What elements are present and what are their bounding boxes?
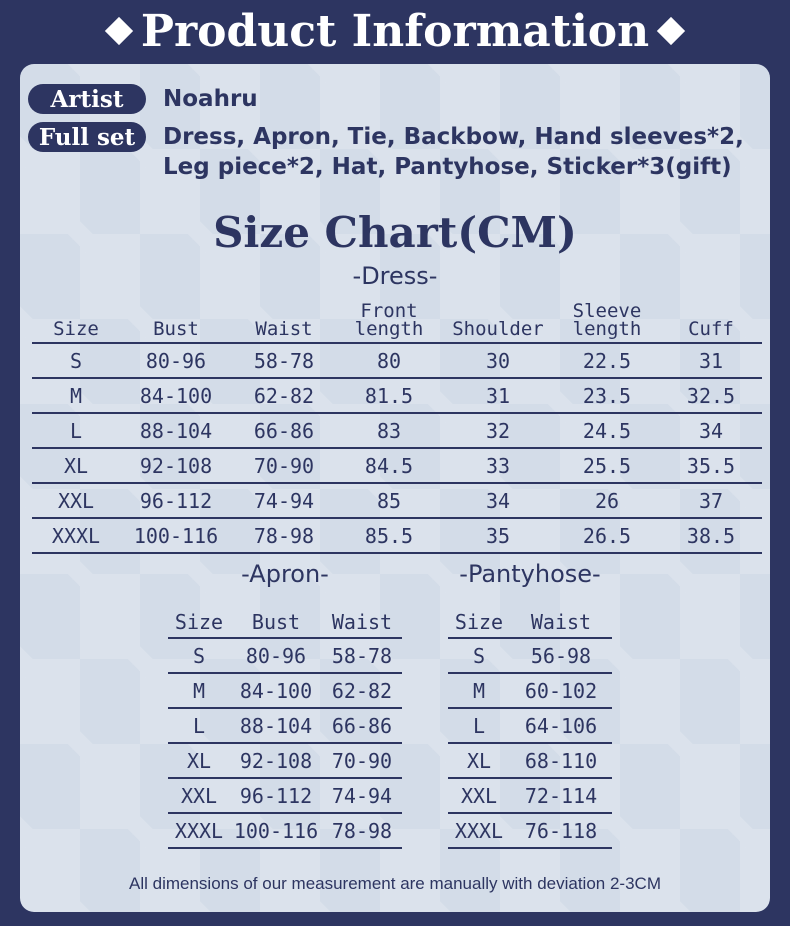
table-cell: 56-98 bbox=[510, 638, 612, 673]
table-row bbox=[448, 813, 612, 848]
size-cell: M bbox=[168, 673, 230, 708]
size-cell: XL bbox=[168, 743, 230, 778]
table-cell: 66-86 bbox=[322, 708, 402, 743]
size-cell: M bbox=[32, 378, 120, 413]
table-cell: 22.5 bbox=[554, 343, 660, 378]
dress-section-title: -Dress- bbox=[352, 262, 438, 290]
table-cell: 32.5 bbox=[660, 378, 762, 413]
size-cell: XXL bbox=[448, 778, 510, 813]
table-cell: 38.5 bbox=[660, 518, 762, 553]
table-cell: 62-82 bbox=[322, 673, 402, 708]
dress-size-table bbox=[32, 294, 762, 554]
table-cell: 62-82 bbox=[232, 378, 336, 413]
table-cell: 34 bbox=[660, 413, 762, 448]
size-cell: XXL bbox=[32, 483, 120, 518]
table-cell: 32 bbox=[442, 413, 554, 448]
column-header: Bust bbox=[251, 610, 301, 634]
table-cell: 83 bbox=[336, 413, 442, 448]
pantyhose-section-title: -Pantyhose- bbox=[459, 560, 601, 588]
table-cell: 58-78 bbox=[232, 343, 336, 378]
apron-section-title: -Apron- bbox=[241, 560, 329, 588]
table-cell: 58-78 bbox=[322, 638, 402, 673]
table-cell: 64-106 bbox=[510, 708, 612, 743]
table-cell: 88-104 bbox=[230, 708, 322, 743]
column-header: Shoulder bbox=[452, 318, 544, 340]
column-header: Sleeve length bbox=[572, 300, 642, 340]
column-header: Waist bbox=[331, 610, 393, 634]
table-row bbox=[168, 813, 402, 848]
size-cell: L bbox=[168, 708, 230, 743]
table-row bbox=[448, 638, 612, 673]
table-cell: 23.5 bbox=[554, 378, 660, 413]
column-header: Cuff bbox=[688, 318, 734, 340]
size-cell: S bbox=[448, 638, 510, 673]
table-cell: 33 bbox=[442, 448, 554, 483]
table-row bbox=[448, 708, 612, 743]
artist-row bbox=[28, 84, 258, 114]
table-row bbox=[32, 518, 762, 553]
table-header-row bbox=[32, 294, 762, 343]
table-cell: 35.5 bbox=[660, 448, 762, 483]
table-cell: 80-96 bbox=[120, 343, 232, 378]
table-row bbox=[32, 483, 762, 518]
table-cell: 25.5 bbox=[554, 448, 660, 483]
table-cell: 96-112 bbox=[230, 778, 322, 813]
table-row bbox=[32, 378, 762, 413]
table-row bbox=[448, 743, 612, 778]
size-cell: XL bbox=[32, 448, 120, 483]
table-cell: 92-108 bbox=[230, 743, 322, 778]
size-cell: L bbox=[448, 708, 510, 743]
table-cell: 74-94 bbox=[232, 483, 336, 518]
table-row bbox=[32, 448, 762, 483]
measurement-note: All dimensions of our measurement are manually with deviation 2-3CM bbox=[129, 874, 661, 893]
page-title: Product Information bbox=[140, 5, 650, 57]
table-cell: 96-112 bbox=[120, 483, 232, 518]
info-panel bbox=[20, 64, 770, 912]
table-row bbox=[32, 413, 762, 448]
table-cell: 76-118 bbox=[510, 813, 612, 848]
table-row bbox=[32, 343, 762, 378]
fullset-label: Full set bbox=[28, 122, 146, 152]
table-cell: 84-100 bbox=[230, 673, 322, 708]
size-cell: XL bbox=[448, 743, 510, 778]
column-header: Waist bbox=[530, 610, 592, 634]
table-header-row bbox=[168, 604, 402, 638]
size-cell: M bbox=[448, 673, 510, 708]
table-cell: 84-100 bbox=[120, 378, 232, 413]
fullset-row bbox=[28, 122, 744, 182]
table-cell: 37 bbox=[660, 483, 762, 518]
table-cell: 34 bbox=[442, 483, 554, 518]
column-header: Waist bbox=[255, 318, 313, 340]
size-cell: XXXL bbox=[32, 518, 120, 553]
table-row bbox=[168, 743, 402, 778]
fullset-value: Dress, Apron, Tie, Backbow, Hand sleeves*2, Leg piece*2, Hat, Pantyhose, Sticker*3(gift) bbox=[163, 124, 744, 180]
size-cell: XXL bbox=[168, 778, 230, 813]
column-header: Size bbox=[454, 610, 504, 634]
table-cell: 100-116 bbox=[120, 518, 232, 553]
table-cell: 85 bbox=[336, 483, 442, 518]
size-cell: L bbox=[32, 413, 120, 448]
artist-value: Noahru bbox=[163, 86, 258, 112]
size-chart-title: Size Chart(CM) bbox=[213, 208, 577, 257]
size-cell: S bbox=[32, 343, 120, 378]
table-header-row bbox=[448, 604, 612, 638]
table-cell: 100-116 bbox=[230, 813, 322, 848]
header-banner bbox=[0, 0, 790, 62]
diamond-icon bbox=[105, 17, 133, 45]
table-row bbox=[168, 708, 402, 743]
table-cell: 78-98 bbox=[232, 518, 336, 553]
table-row bbox=[168, 638, 402, 673]
table-cell: 30 bbox=[442, 343, 554, 378]
column-header: Size bbox=[174, 610, 224, 634]
table-row bbox=[168, 778, 402, 813]
table-cell: 60-102 bbox=[510, 673, 612, 708]
table-cell: 24.5 bbox=[554, 413, 660, 448]
artist-label: Artist bbox=[28, 84, 146, 114]
diamond-icon bbox=[657, 17, 685, 45]
column-header: Bust bbox=[153, 318, 199, 340]
column-header: Size bbox=[53, 318, 99, 340]
table-cell: 26 bbox=[554, 483, 660, 518]
table-cell: 68-110 bbox=[510, 743, 612, 778]
table-cell: 70-90 bbox=[322, 743, 402, 778]
table-cell: 31 bbox=[442, 378, 554, 413]
table-cell: 26.5 bbox=[554, 518, 660, 553]
table-cell: 80-96 bbox=[230, 638, 322, 673]
size-cell: S bbox=[168, 638, 230, 673]
table-cell: 80 bbox=[336, 343, 442, 378]
pantyhose-size-table bbox=[448, 604, 612, 849]
table-cell: 84.5 bbox=[336, 448, 442, 483]
table-cell: 78-98 bbox=[322, 813, 402, 848]
table-cell: 85.5 bbox=[336, 518, 442, 553]
table-cell: 66-86 bbox=[232, 413, 336, 448]
apron-size-table bbox=[168, 604, 402, 849]
size-cell: XXXL bbox=[448, 813, 510, 848]
table-row bbox=[448, 673, 612, 708]
table-row bbox=[448, 778, 612, 813]
table-cell: 74-94 bbox=[322, 778, 402, 813]
size-cell: XXXL bbox=[168, 813, 230, 848]
table-cell: 92-108 bbox=[120, 448, 232, 483]
table-cell: 72-114 bbox=[510, 778, 612, 813]
column-header: Front length bbox=[354, 300, 424, 340]
table-cell: 70-90 bbox=[232, 448, 336, 483]
table-cell: 88-104 bbox=[120, 413, 232, 448]
table-cell: 31 bbox=[660, 343, 762, 378]
table-row bbox=[168, 673, 402, 708]
table-cell: 81.5 bbox=[336, 378, 442, 413]
table-cell: 35 bbox=[442, 518, 554, 553]
